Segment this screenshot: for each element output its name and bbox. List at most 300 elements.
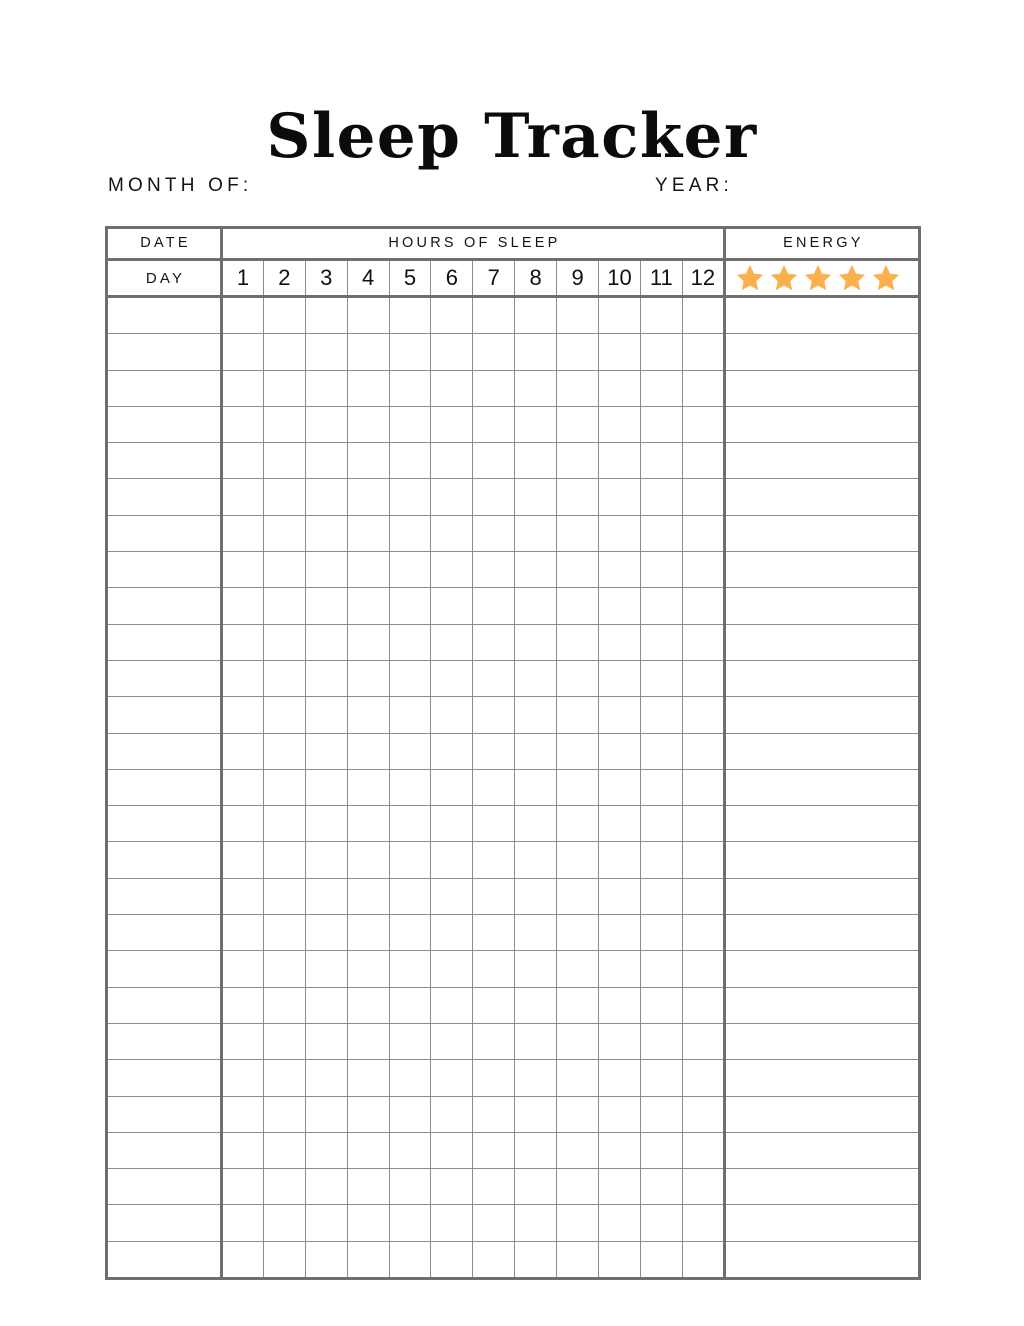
cell-hour-2[interactable] <box>263 806 305 842</box>
cell-hour-6[interactable] <box>431 297 473 334</box>
cell-energy[interactable] <box>724 479 919 515</box>
cell-hour-4[interactable] <box>347 951 389 987</box>
cell-hour-1[interactable] <box>222 1169 264 1205</box>
cell-hour-10[interactable] <box>599 987 641 1023</box>
cell-hour-9[interactable] <box>557 515 599 551</box>
cell-hour-12[interactable] <box>682 1205 724 1241</box>
cell-hour-10[interactable] <box>599 697 641 733</box>
cell-hour-7[interactable] <box>473 842 515 878</box>
cell-hour-11[interactable] <box>640 406 682 442</box>
cell-date[interactable] <box>107 987 222 1023</box>
cell-hour-9[interactable] <box>557 1169 599 1205</box>
cell-hour-4[interactable] <box>347 552 389 588</box>
cell-hour-12[interactable] <box>682 806 724 842</box>
cell-hour-10[interactable] <box>599 515 641 551</box>
star-icon[interactable] <box>871 263 901 293</box>
cell-date[interactable] <box>107 515 222 551</box>
cell-hour-11[interactable] <box>640 987 682 1023</box>
cell-hour-2[interactable] <box>263 842 305 878</box>
cell-hour-1[interactable] <box>222 1023 264 1059</box>
star-icon[interactable] <box>837 263 867 293</box>
cell-energy[interactable] <box>724 552 919 588</box>
cell-hour-10[interactable] <box>599 1060 641 1096</box>
cell-hour-4[interactable] <box>347 733 389 769</box>
cell-hour-2[interactable] <box>263 1023 305 1059</box>
cell-date[interactable] <box>107 842 222 878</box>
cell-hour-5[interactable] <box>389 479 431 515</box>
cell-hour-3[interactable] <box>305 842 347 878</box>
cell-hour-11[interactable] <box>640 806 682 842</box>
cell-hour-7[interactable] <box>473 733 515 769</box>
cell-hour-10[interactable] <box>599 370 641 406</box>
cell-energy[interactable] <box>724 443 919 479</box>
star-icon[interactable] <box>769 263 799 293</box>
star-icon[interactable] <box>735 263 765 293</box>
cell-hour-1[interactable] <box>222 842 264 878</box>
cell-hour-10[interactable] <box>599 334 641 370</box>
cell-hour-11[interactable] <box>640 1060 682 1096</box>
cell-hour-6[interactable] <box>431 987 473 1023</box>
cell-hour-7[interactable] <box>473 769 515 805</box>
cell-hour-12[interactable] <box>682 370 724 406</box>
cell-hour-11[interactable] <box>640 588 682 624</box>
cell-hour-3[interactable] <box>305 552 347 588</box>
cell-energy[interactable] <box>724 769 919 805</box>
cell-hour-3[interactable] <box>305 697 347 733</box>
cell-hour-9[interactable] <box>557 1205 599 1241</box>
cell-hour-2[interactable] <box>263 624 305 660</box>
cell-energy[interactable] <box>724 915 919 951</box>
cell-hour-5[interactable] <box>389 1023 431 1059</box>
cell-energy[interactable] <box>724 297 919 334</box>
cell-date[interactable] <box>107 915 222 951</box>
cell-energy[interactable] <box>724 987 919 1023</box>
cell-date[interactable] <box>107 697 222 733</box>
cell-hour-10[interactable] <box>599 1205 641 1241</box>
cell-hour-4[interactable] <box>347 660 389 696</box>
cell-hour-2[interactable] <box>263 878 305 914</box>
cell-hour-3[interactable] <box>305 443 347 479</box>
cell-hour-12[interactable] <box>682 878 724 914</box>
cell-hour-10[interactable] <box>599 1241 641 1278</box>
cell-date[interactable] <box>107 406 222 442</box>
cell-hour-12[interactable] <box>682 951 724 987</box>
cell-hour-2[interactable] <box>263 479 305 515</box>
cell-hour-3[interactable] <box>305 406 347 442</box>
cell-hour-11[interactable] <box>640 915 682 951</box>
cell-hour-11[interactable] <box>640 479 682 515</box>
cell-hour-9[interactable] <box>557 697 599 733</box>
cell-hour-1[interactable] <box>222 1241 264 1278</box>
cell-hour-12[interactable] <box>682 842 724 878</box>
cell-hour-8[interactable] <box>515 951 557 987</box>
cell-hour-1[interactable] <box>222 806 264 842</box>
cell-hour-1[interactable] <box>222 479 264 515</box>
cell-hour-11[interactable] <box>640 334 682 370</box>
cell-hour-5[interactable] <box>389 915 431 951</box>
cell-energy[interactable] <box>724 515 919 551</box>
cell-hour-5[interactable] <box>389 951 431 987</box>
cell-hour-9[interactable] <box>557 334 599 370</box>
cell-hour-4[interactable] <box>347 479 389 515</box>
cell-hour-2[interactable] <box>263 552 305 588</box>
cell-hour-7[interactable] <box>473 660 515 696</box>
cell-hour-1[interactable] <box>222 588 264 624</box>
cell-hour-1[interactable] <box>222 878 264 914</box>
cell-hour-6[interactable] <box>431 406 473 442</box>
cell-hour-11[interactable] <box>640 1023 682 1059</box>
cell-hour-2[interactable] <box>263 588 305 624</box>
cell-hour-10[interactable] <box>599 769 641 805</box>
cell-hour-2[interactable] <box>263 697 305 733</box>
cell-hour-11[interactable] <box>640 370 682 406</box>
cell-hour-5[interactable] <box>389 806 431 842</box>
cell-hour-1[interactable] <box>222 1132 264 1168</box>
cell-energy[interactable] <box>724 1241 919 1278</box>
cell-hour-7[interactable] <box>473 1096 515 1132</box>
cell-hour-5[interactable] <box>389 406 431 442</box>
cell-hour-3[interactable] <box>305 624 347 660</box>
cell-hour-12[interactable] <box>682 1132 724 1168</box>
cell-hour-12[interactable] <box>682 697 724 733</box>
cell-hour-7[interactable] <box>473 915 515 951</box>
cell-hour-9[interactable] <box>557 660 599 696</box>
cell-hour-3[interactable] <box>305 370 347 406</box>
cell-hour-2[interactable] <box>263 1241 305 1278</box>
cell-hour-11[interactable] <box>640 552 682 588</box>
cell-hour-11[interactable] <box>640 733 682 769</box>
cell-hour-9[interactable] <box>557 1241 599 1278</box>
cell-hour-4[interactable] <box>347 297 389 334</box>
cell-hour-3[interactable] <box>305 1060 347 1096</box>
cell-hour-3[interactable] <box>305 660 347 696</box>
cell-energy[interactable] <box>724 951 919 987</box>
cell-hour-11[interactable] <box>640 1096 682 1132</box>
cell-hour-9[interactable] <box>557 1023 599 1059</box>
cell-energy[interactable] <box>724 1169 919 1205</box>
cell-hour-5[interactable] <box>389 1096 431 1132</box>
cell-hour-12[interactable] <box>682 1096 724 1132</box>
cell-hour-3[interactable] <box>305 806 347 842</box>
cell-hour-1[interactable] <box>222 552 264 588</box>
cell-hour-11[interactable] <box>640 878 682 914</box>
cell-hour-7[interactable] <box>473 697 515 733</box>
cell-hour-3[interactable] <box>305 588 347 624</box>
cell-hour-8[interactable] <box>515 1132 557 1168</box>
cell-hour-5[interactable] <box>389 769 431 805</box>
cell-hour-2[interactable] <box>263 443 305 479</box>
cell-hour-7[interactable] <box>473 443 515 479</box>
cell-hour-1[interactable] <box>222 1205 264 1241</box>
cell-hour-2[interactable] <box>263 987 305 1023</box>
cell-energy[interactable] <box>724 406 919 442</box>
cell-hour-7[interactable] <box>473 1060 515 1096</box>
cell-hour-8[interactable] <box>515 552 557 588</box>
cell-date[interactable] <box>107 1205 222 1241</box>
cell-date[interactable] <box>107 552 222 588</box>
cell-hour-2[interactable] <box>263 406 305 442</box>
cell-hour-1[interactable] <box>222 915 264 951</box>
cell-hour-4[interactable] <box>347 697 389 733</box>
cell-energy[interactable] <box>724 1096 919 1132</box>
cell-hour-6[interactable] <box>431 1132 473 1168</box>
cell-hour-8[interactable] <box>515 443 557 479</box>
cell-hour-8[interactable] <box>515 878 557 914</box>
cell-hour-12[interactable] <box>682 915 724 951</box>
cell-hour-10[interactable] <box>599 951 641 987</box>
cell-hour-10[interactable] <box>599 1096 641 1132</box>
cell-hour-1[interactable] <box>222 769 264 805</box>
cell-hour-12[interactable] <box>682 443 724 479</box>
cell-energy[interactable] <box>724 878 919 914</box>
star-icon[interactable] <box>803 263 833 293</box>
cell-hour-6[interactable] <box>431 915 473 951</box>
cell-hour-2[interactable] <box>263 515 305 551</box>
cell-hour-2[interactable] <box>263 370 305 406</box>
cell-hour-2[interactable] <box>263 1060 305 1096</box>
cell-hour-7[interactable] <box>473 1241 515 1278</box>
cell-hour-10[interactable] <box>599 1132 641 1168</box>
cell-hour-5[interactable] <box>389 1132 431 1168</box>
cell-hour-1[interactable] <box>222 951 264 987</box>
cell-hour-1[interactable] <box>222 515 264 551</box>
cell-hour-12[interactable] <box>682 334 724 370</box>
cell-hour-8[interactable] <box>515 769 557 805</box>
cell-hour-5[interactable] <box>389 878 431 914</box>
cell-hour-3[interactable] <box>305 951 347 987</box>
cell-hour-2[interactable] <box>263 1169 305 1205</box>
cell-hour-4[interactable] <box>347 842 389 878</box>
cell-hour-3[interactable] <box>305 1096 347 1132</box>
cell-hour-6[interactable] <box>431 1205 473 1241</box>
cell-hour-3[interactable] <box>305 297 347 334</box>
cell-hour-12[interactable] <box>682 1241 724 1278</box>
cell-hour-4[interactable] <box>347 878 389 914</box>
cell-hour-3[interactable] <box>305 1241 347 1278</box>
cell-hour-6[interactable] <box>431 334 473 370</box>
cell-hour-3[interactable] <box>305 334 347 370</box>
cell-hour-9[interactable] <box>557 915 599 951</box>
cell-hour-6[interactable] <box>431 443 473 479</box>
cell-hour-3[interactable] <box>305 1132 347 1168</box>
cell-hour-6[interactable] <box>431 552 473 588</box>
cell-energy[interactable] <box>724 660 919 696</box>
cell-hour-8[interactable] <box>515 660 557 696</box>
cell-hour-3[interactable] <box>305 515 347 551</box>
cell-hour-4[interactable] <box>347 370 389 406</box>
cell-hour-12[interactable] <box>682 1023 724 1059</box>
cell-hour-12[interactable] <box>682 1169 724 1205</box>
cell-hour-11[interactable] <box>640 1169 682 1205</box>
cell-hour-11[interactable] <box>640 697 682 733</box>
cell-hour-4[interactable] <box>347 334 389 370</box>
cell-energy[interactable] <box>724 1132 919 1168</box>
cell-hour-5[interactable] <box>389 1060 431 1096</box>
cell-hour-7[interactable] <box>473 515 515 551</box>
cell-energy[interactable] <box>724 1060 919 1096</box>
cell-hour-9[interactable] <box>557 842 599 878</box>
cell-energy[interactable] <box>724 1023 919 1059</box>
cell-hour-7[interactable] <box>473 370 515 406</box>
cell-hour-4[interactable] <box>347 915 389 951</box>
cell-date[interactable] <box>107 297 222 334</box>
cell-hour-4[interactable] <box>347 1169 389 1205</box>
cell-hour-8[interactable] <box>515 1205 557 1241</box>
cell-hour-6[interactable] <box>431 515 473 551</box>
cell-hour-4[interactable] <box>347 987 389 1023</box>
cell-hour-11[interactable] <box>640 660 682 696</box>
cell-hour-1[interactable] <box>222 987 264 1023</box>
cell-hour-1[interactable] <box>222 297 264 334</box>
cell-date[interactable] <box>107 1023 222 1059</box>
cell-date[interactable] <box>107 479 222 515</box>
cell-date[interactable] <box>107 443 222 479</box>
cell-hour-4[interactable] <box>347 769 389 805</box>
cell-hour-5[interactable] <box>389 842 431 878</box>
cell-hour-11[interactable] <box>640 1241 682 1278</box>
cell-hour-5[interactable] <box>389 552 431 588</box>
cell-hour-5[interactable] <box>389 1169 431 1205</box>
cell-hour-4[interactable] <box>347 1205 389 1241</box>
cell-date[interactable] <box>107 769 222 805</box>
cell-hour-2[interactable] <box>263 1096 305 1132</box>
cell-energy[interactable] <box>724 334 919 370</box>
cell-hour-6[interactable] <box>431 806 473 842</box>
cell-hour-3[interactable] <box>305 1023 347 1059</box>
cell-hour-8[interactable] <box>515 987 557 1023</box>
cell-date[interactable] <box>107 878 222 914</box>
cell-hour-10[interactable] <box>599 660 641 696</box>
cell-hour-5[interactable] <box>389 624 431 660</box>
cell-hour-9[interactable] <box>557 1060 599 1096</box>
cell-hour-9[interactable] <box>557 588 599 624</box>
cell-hour-2[interactable] <box>263 660 305 696</box>
cell-hour-9[interactable] <box>557 1096 599 1132</box>
cell-hour-1[interactable] <box>222 624 264 660</box>
cell-hour-6[interactable] <box>431 1023 473 1059</box>
cell-hour-8[interactable] <box>515 624 557 660</box>
cell-hour-1[interactable] <box>222 660 264 696</box>
cell-hour-8[interactable] <box>515 1023 557 1059</box>
cell-hour-4[interactable] <box>347 1060 389 1096</box>
cell-hour-10[interactable] <box>599 479 641 515</box>
cell-hour-8[interactable] <box>515 479 557 515</box>
cell-hour-7[interactable] <box>473 297 515 334</box>
cell-hour-8[interactable] <box>515 806 557 842</box>
cell-hour-1[interactable] <box>222 443 264 479</box>
cell-hour-10[interactable] <box>599 1023 641 1059</box>
cell-hour-8[interactable] <box>515 915 557 951</box>
cell-hour-12[interactable] <box>682 660 724 696</box>
cell-hour-5[interactable] <box>389 515 431 551</box>
cell-hour-3[interactable] <box>305 878 347 914</box>
cell-hour-2[interactable] <box>263 297 305 334</box>
cell-hour-5[interactable] <box>389 1241 431 1278</box>
cell-hour-6[interactable] <box>431 769 473 805</box>
cell-hour-12[interactable] <box>682 297 724 334</box>
cell-hour-12[interactable] <box>682 479 724 515</box>
cell-hour-7[interactable] <box>473 1169 515 1205</box>
cell-date[interactable] <box>107 1096 222 1132</box>
cell-hour-8[interactable] <box>515 1096 557 1132</box>
cell-hour-4[interactable] <box>347 1096 389 1132</box>
cell-hour-2[interactable] <box>263 1132 305 1168</box>
cell-hour-7[interactable] <box>473 588 515 624</box>
cell-hour-9[interactable] <box>557 878 599 914</box>
cell-hour-12[interactable] <box>682 552 724 588</box>
cell-hour-10[interactable] <box>599 624 641 660</box>
cell-hour-2[interactable] <box>263 1205 305 1241</box>
cell-hour-1[interactable] <box>222 697 264 733</box>
cell-hour-11[interactable] <box>640 443 682 479</box>
cell-hour-11[interactable] <box>640 515 682 551</box>
cell-date[interactable] <box>107 806 222 842</box>
cell-hour-8[interactable] <box>515 588 557 624</box>
cell-hour-8[interactable] <box>515 697 557 733</box>
cell-hour-10[interactable] <box>599 733 641 769</box>
cell-hour-9[interactable] <box>557 1132 599 1168</box>
cell-hour-11[interactable] <box>640 769 682 805</box>
cell-hour-11[interactable] <box>640 1205 682 1241</box>
cell-hour-4[interactable] <box>347 1023 389 1059</box>
cell-hour-7[interactable] <box>473 1205 515 1241</box>
cell-hour-9[interactable] <box>557 406 599 442</box>
cell-hour-7[interactable] <box>473 334 515 370</box>
cell-hour-9[interactable] <box>557 987 599 1023</box>
cell-date[interactable] <box>107 334 222 370</box>
cell-energy[interactable] <box>724 624 919 660</box>
cell-hour-5[interactable] <box>389 297 431 334</box>
cell-hour-10[interactable] <box>599 915 641 951</box>
cell-hour-8[interactable] <box>515 406 557 442</box>
cell-hour-2[interactable] <box>263 334 305 370</box>
cell-hour-10[interactable] <box>599 406 641 442</box>
cell-hour-3[interactable] <box>305 987 347 1023</box>
cell-date[interactable] <box>107 624 222 660</box>
cell-hour-5[interactable] <box>389 443 431 479</box>
cell-hour-7[interactable] <box>473 987 515 1023</box>
cell-hour-3[interactable] <box>305 1169 347 1205</box>
cell-energy[interactable] <box>724 588 919 624</box>
cell-hour-9[interactable] <box>557 297 599 334</box>
cell-hour-5[interactable] <box>389 697 431 733</box>
cell-date[interactable] <box>107 588 222 624</box>
cell-hour-6[interactable] <box>431 624 473 660</box>
cell-hour-10[interactable] <box>599 552 641 588</box>
cell-hour-7[interactable] <box>473 951 515 987</box>
cell-hour-12[interactable] <box>682 1060 724 1096</box>
cell-hour-9[interactable] <box>557 443 599 479</box>
cell-hour-12[interactable] <box>682 987 724 1023</box>
cell-hour-9[interactable] <box>557 806 599 842</box>
cell-hour-12[interactable] <box>682 515 724 551</box>
cell-hour-8[interactable] <box>515 1241 557 1278</box>
cell-hour-6[interactable] <box>431 660 473 696</box>
cell-hour-2[interactable] <box>263 733 305 769</box>
cell-hour-7[interactable] <box>473 624 515 660</box>
cell-hour-8[interactable] <box>515 1169 557 1205</box>
cell-hour-2[interactable] <box>263 951 305 987</box>
cell-hour-10[interactable] <box>599 878 641 914</box>
cell-hour-7[interactable] <box>473 878 515 914</box>
cell-hour-9[interactable] <box>557 733 599 769</box>
cell-hour-5[interactable] <box>389 1205 431 1241</box>
cell-hour-4[interactable] <box>347 443 389 479</box>
cell-hour-10[interactable] <box>599 806 641 842</box>
cell-energy[interactable] <box>724 806 919 842</box>
cell-hour-12[interactable] <box>682 624 724 660</box>
cell-date[interactable] <box>107 951 222 987</box>
